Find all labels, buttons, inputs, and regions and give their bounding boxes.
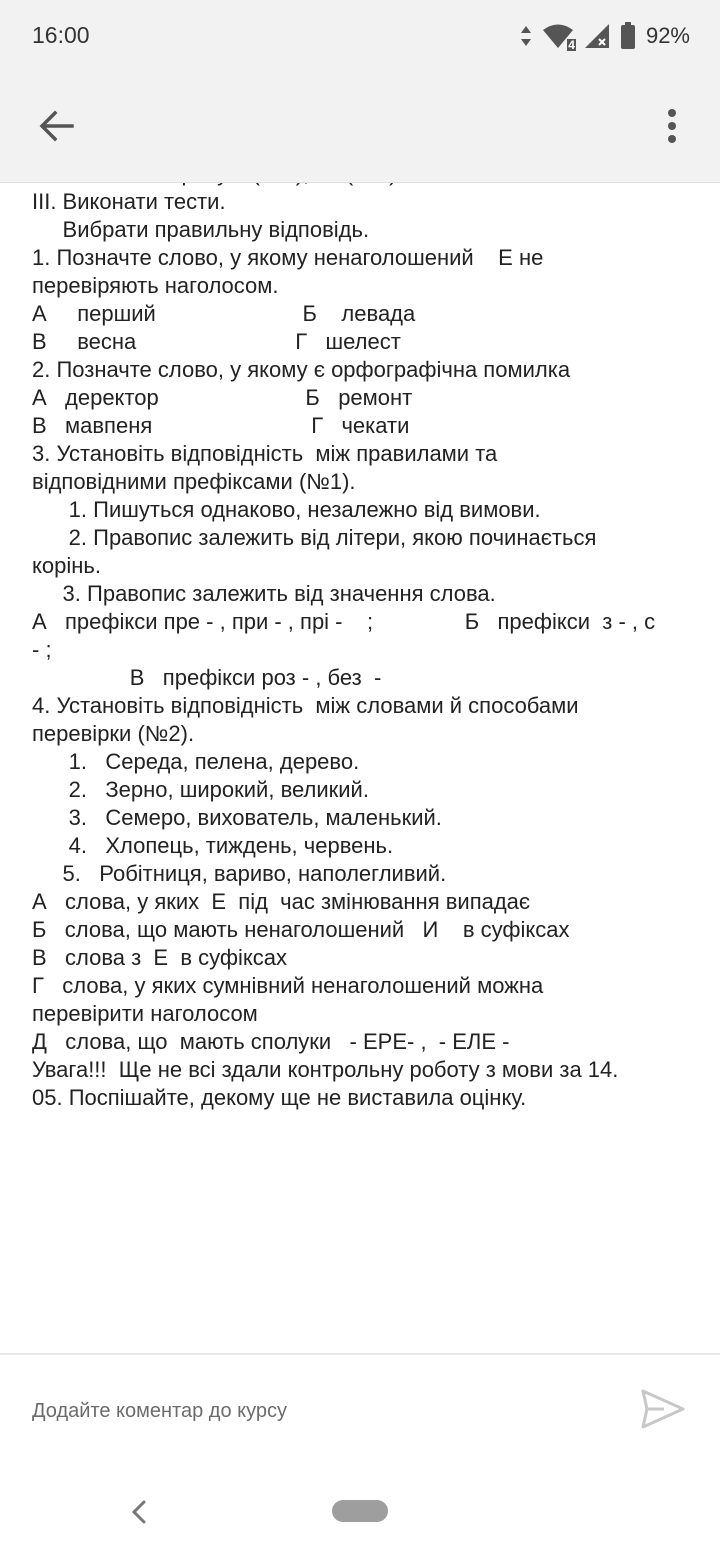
comment-input[interactable] <box>32 1394 622 1428</box>
app-bar <box>0 72 720 183</box>
text-line: 3. Правопис залежить від значення слова. <box>32 581 496 606</box>
text-line: 1. Пишуться однаково, незалежно від вимови. <box>32 497 541 522</box>
send-icon <box>640 1388 686 1430</box>
text-line: 3. Установіть відповідність між правилами та <box>32 441 498 466</box>
text-line: перевірити наголосом <box>32 1001 258 1026</box>
status-time: 16:00 <box>32 22 90 48</box>
text-line: Г слова, у яких сумнівний ненаголошений можна <box>32 973 544 998</box>
text-line: корінь. <box>32 553 101 578</box>
text-line: А перший Б левада <box>32 301 416 326</box>
send-button[interactable] <box>640 1388 686 1430</box>
text-line: А префікси пре - , при - , прі - ; Б префікси з - , с <box>32 609 656 634</box>
text-line: перевіряють наголосом. <box>32 273 279 298</box>
text-line: 4. Хлопець, тиждень, червень. <box>32 833 394 858</box>
text-line: 4. Установіть відповідність між словами й способами <box>32 693 579 718</box>
text-line: 05. Поспішайте, декому ще не виставила оцінку. <box>32 1085 527 1110</box>
text-line: - ; <box>32 637 52 662</box>
text-line: 5. Робітниця, вариво, наполегливий. <box>32 861 447 886</box>
status-bar <box>0 0 720 72</box>
chevron-left-icon <box>124 1494 154 1530</box>
text-line: А слова, у яких Е під час змінювання випадає <box>32 889 531 914</box>
divider <box>0 1353 720 1355</box>
text-line: В префікси роз - , без - <box>32 665 382 690</box>
text-line: 2. Позначте слово, у якому є орфографічна помилка <box>32 357 571 382</box>
text-line: В мавпеня Г чекати <box>32 413 410 438</box>
arrow-left-icon <box>38 110 74 142</box>
text-line: Б слова, що мають ненаголошений И в суфіксах <box>32 917 570 942</box>
text-line: Д слова, що мають сполуки - ЕРЕ- , - ЕЛЕ - <box>32 1029 510 1054</box>
text-line: Вибрати правильну відповідь. <box>32 217 370 242</box>
text-line: В слова з Е в суфіксах <box>32 945 287 970</box>
text-line: 2. Правопис залежить від літери, якою починається <box>32 525 597 550</box>
nav-back-button[interactable] <box>124 1494 154 1530</box>
back-button[interactable] <box>30 100 82 152</box>
data-arrows-icon <box>520 24 532 48</box>
wifi-icon <box>542 23 575 52</box>
text-line: А деректор Б ремонт <box>32 385 413 410</box>
battery-percent: 92% <box>645 23 690 48</box>
status-icons <box>520 20 690 52</box>
text-line: Увага!!! Ще не всі здали контрольну роботу з мови за 14. <box>32 1057 619 1082</box>
text-line: 1. Позначте слово, у якому ненаголошений Е не <box>32 245 544 270</box>
text-line: В весна Г шелест <box>32 329 401 354</box>
more-vert-icon <box>667 108 677 144</box>
more-options-button[interactable] <box>652 100 692 152</box>
text-line: 1. Середа, пелена, дерево. <box>32 749 360 774</box>
text-line: перевірки (№2). <box>32 721 195 746</box>
text-line: 2. Зерно, широкий, великий. <box>32 777 369 802</box>
text-line: III. Виконати тести. <box>32 189 226 214</box>
system-nav-bar <box>0 1468 720 1560</box>
text-line: відповідними префіксами (№1). <box>32 469 356 494</box>
network-badge: 4 <box>568 38 575 52</box>
battery-icon <box>620 22 636 50</box>
announcement-text <box>32 160 702 1340</box>
nav-home-pill[interactable] <box>332 1500 388 1522</box>
cell-signal-icon <box>584 23 610 49</box>
text-line: 3. Семеро, вихователь, маленький. <box>32 805 442 830</box>
